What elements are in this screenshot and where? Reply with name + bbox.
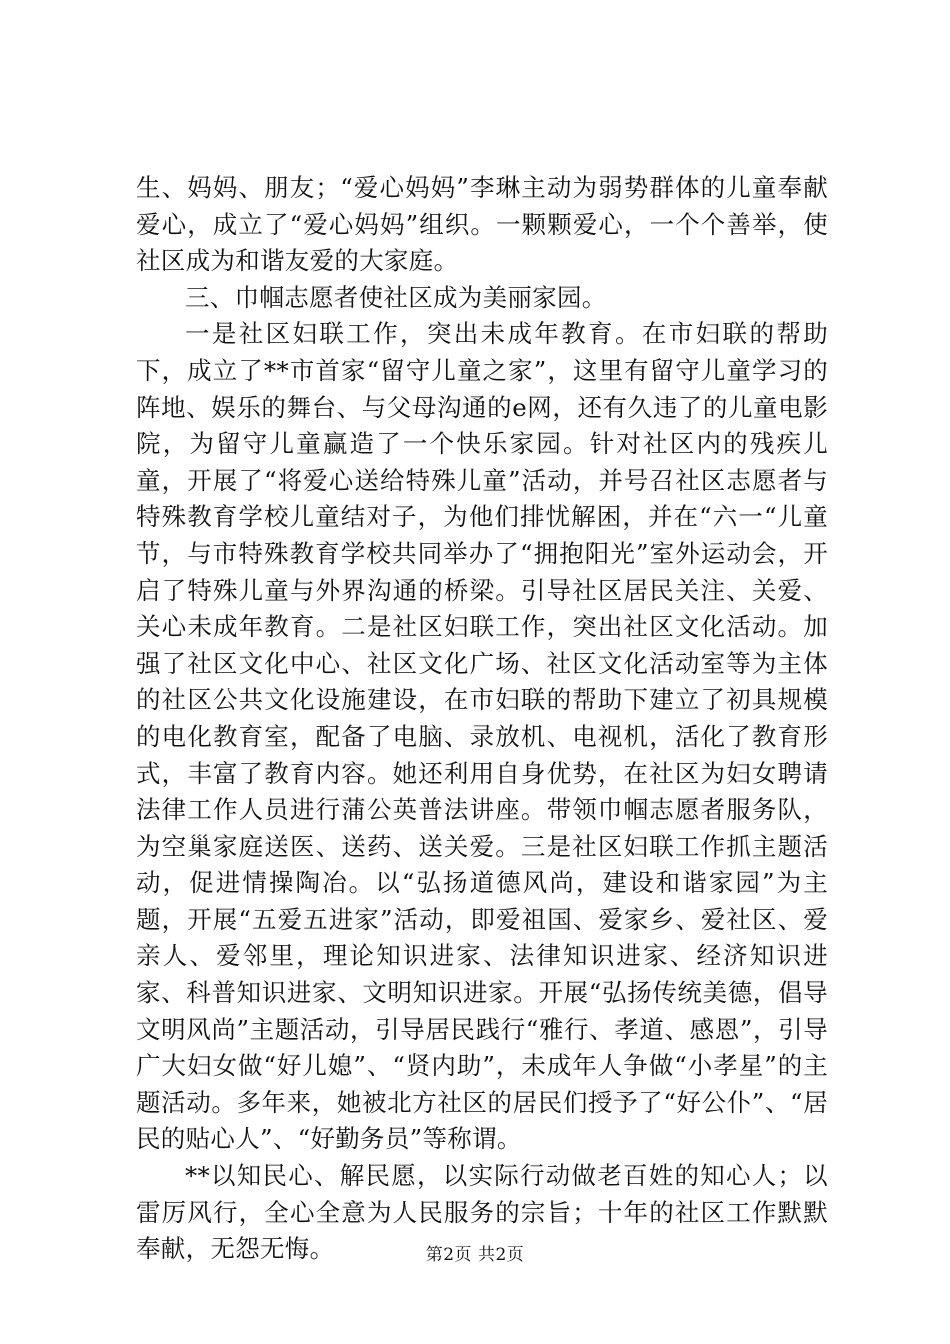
page-number-footer: 第2页 共2页: [425, 1245, 525, 1265]
paragraph-work-details: 一是社区妇联工作，突出未成年教育。在市妇联的帮助下，成立了**市首家“留守儿童之家”，这里有留守儿童学习的阵地、娱乐的舞台、与父母沟通的e网，还有久违了的儿童电影院，为留守儿童赢造了一个快乐家园。针对社区内的残疾儿童，开展了“将爱心送给特殊儿童”活动，并号召社区志愿者与特殊教育学校儿童结对子，为他们排忧解困，并在“六一“儿童节，与市特殊教育学校共同举办了“拥抱阳光”室外运动会，开启了特殊儿童与外界沟通的桥梁。引导社区居民关注、关爱、关心未成年教育。二是社区妇联工作，突出社区文化活动。加强了社区文化中心、社区文化广场、社区文化活动室等为主体的社区公共文化设施建设，在市妇联的帮助下建立了初具规模的电化教育室，配备了电脑、录放机、电视机，活化了教育形式，丰富了教育内容。她还利用自身优势，在社区为妇女聘请法律工作人员进行蒲公英普法讲座。带领巾帼志愿者服务队，为空巢家庭送医、送药、送关爱。三是社区妇联工作抓主题活动，促进情操陶冶。以“弘扬道德风尚，建设和谐家园”为主题，开展“五爱五进家”活动，即爱祖国、爱家乡、爱社区、爱亲人、爱邻里，理论知识进家、法律知识进家、经济知识进家、科普知识进家、文明知识进家。开展“弘扬传统美德，倡导文明风尚”主题活动，引导居民践行“雅行、孝道、感恩”，引导广大妇女做“好儿媳”、“贤内助”，未成年人争做“小孝星”的主题活动。多年来，她被北方社区的居民们授予了“好公仆”、“居民的贴心人”、“好勤务员”等称谓。: [136, 319, 828, 1154]
paragraph-conclusion: **以知民心、解民愿，以实际行动做老百姓的知心人；以雷厉风行，全心全意为人民服务的宗旨；十年的社区工作默默奉献，无怨无悔。: [136, 1161, 828, 1264]
document-body: [136, 170, 828, 1268]
paragraph-continuation: 生、妈妈、朋友；“爱心妈妈”李琳主动为弱势群体的儿童奉献爱心，成立了“爱心妈妈”组织。一颗颗爱心，一个个善举，使社区成为和谐友爱的大家庭。: [136, 173, 828, 276]
paragraph-section-heading: 三、巾帼志愿者使社区成为美丽家园。: [185, 282, 607, 312]
